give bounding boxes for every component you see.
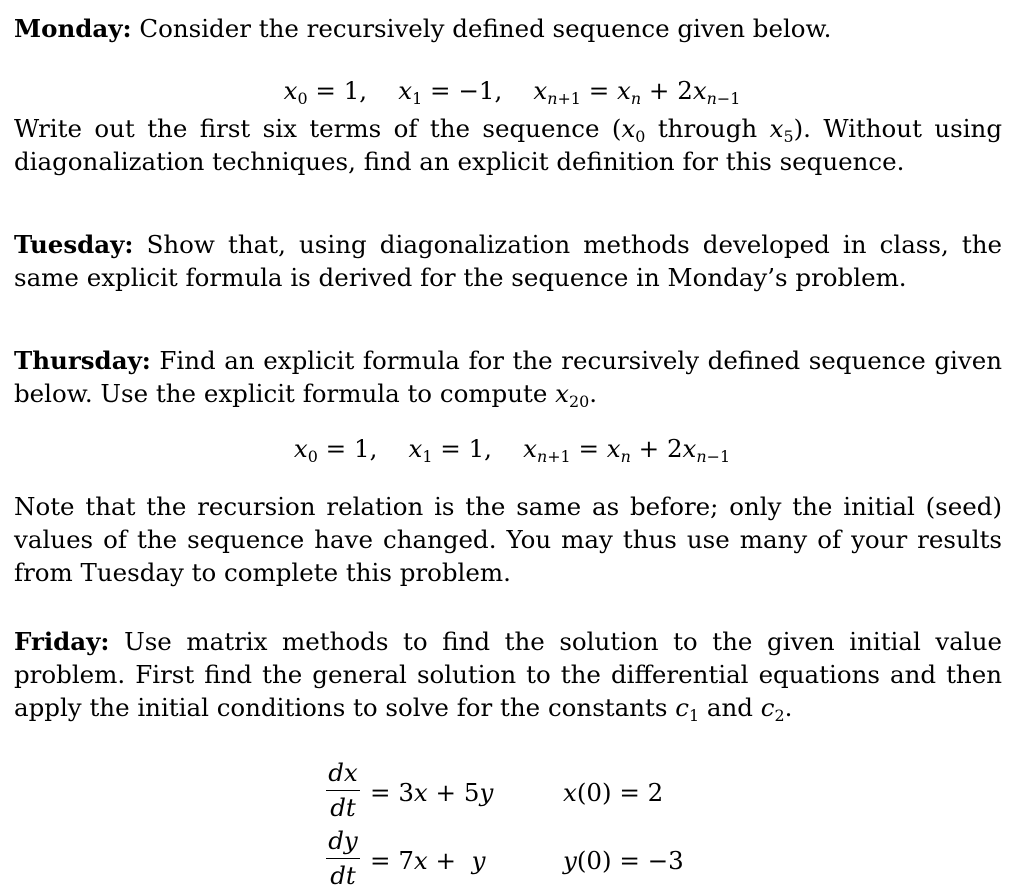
tuesday-label: Tuesday:: [14, 230, 134, 259]
thursday-problem: Thursday: Find an explicit formula for the recursively defined sequence given below. Use the explicit formula to compute $x_{20}$.: [14, 346, 1002, 411]
monday-x1-value: −1: [458, 76, 495, 105]
monday-label: Monday:: [14, 14, 132, 43]
initial-condition-x: x(0) = 2: [563, 778, 664, 807]
eq1-rhs: = 3x + 5y: [370, 778, 494, 807]
thursday-label: Thursday:: [14, 346, 151, 375]
monday-body: Write out the first six terms of the sequence ($x_0$ through $x_5$). Without using diagonalization techniques, find an explicit definition for this sequence.: [14, 114, 1003, 176]
initial-condition-y: y(0) = −3: [563, 846, 684, 875]
thursday-recurrence-equation: $x_0 = 1$, $x_1 = 1$, $x_{n+1} = x_n + 2x_{n-1}$: [293, 434, 731, 466]
dx-dt-fraction: dx dt: [326, 758, 360, 823]
monday-recurrence-equation: $x_0 = 1$, $x_1 = -1$, $x_{n+1} = x_n + 2x_{n-1}$: [283, 76, 741, 108]
thursday-x0-value: 1: [353, 434, 370, 463]
monday-x0-value: 1: [343, 76, 360, 105]
problem-sheet: [14, 12, 1002, 724]
tuesday-problem: [14, 228, 1002, 294]
monday-intro: [14, 12, 1002, 45]
thursday-note: Note that the recursion relation is the same as before; only the initial (seed) values of the sequence have changed. You may thus use many of your results from Tuesday to complete this problem.: [14, 492, 1002, 587]
thursday-x1-value: 1: [468, 434, 485, 463]
eq2-rhs: = 7x + y: [370, 846, 486, 875]
tuesday-text: Show that, using diagonalization methods developed in class, the same explicit formula is derived for the sequence in Monday’s problem.: [14, 230, 1002, 292]
monday-intro-text: Consider the recursively defined sequence given below.: [139, 14, 832, 43]
friday-problem: Friday: Use matrix methods to find the solution to the given initial value problem. First find the general solution to the differential equations and then apply the initial conditions to solve for the constants $c_1$ and $c_2$.: [14, 627, 1002, 725]
friday-label: Friday:: [14, 627, 110, 656]
dy-dt-fraction: dy dt: [326, 826, 360, 891]
friday-ode-system: [0, 752, 1024, 889]
